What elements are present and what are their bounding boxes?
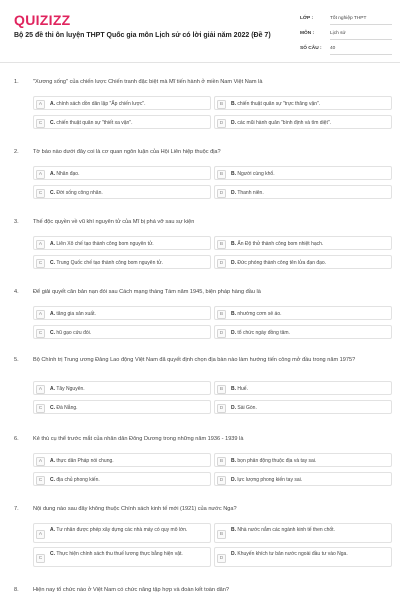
meta-row-class bbox=[300, 14, 392, 29]
option-letter-badge: D bbox=[217, 259, 226, 268]
option-letter-badge: C bbox=[36, 189, 45, 198]
option-text bbox=[231, 101, 388, 108]
meta-row-question-count bbox=[300, 44, 392, 59]
question-number: 6. bbox=[14, 436, 19, 442]
meta-value: 40 bbox=[330, 46, 336, 51]
option-body: Nhân đạo. bbox=[56, 170, 80, 177]
option-d[interactable] bbox=[214, 325, 392, 339]
option-b[interactable] bbox=[214, 381, 392, 395]
option-label: B. bbox=[231, 170, 236, 177]
question-2 bbox=[14, 149, 392, 209]
option-text bbox=[50, 527, 207, 534]
option-letter-badge: C bbox=[36, 554, 45, 563]
option-text bbox=[50, 477, 207, 484]
option-label: A. bbox=[50, 457, 55, 464]
option-text bbox=[50, 171, 207, 178]
option-text bbox=[231, 527, 388, 534]
option-label: B. bbox=[231, 100, 236, 107]
option-text bbox=[50, 190, 207, 197]
option-a[interactable] bbox=[33, 453, 211, 467]
option-label: D. bbox=[231, 119, 236, 126]
option-letter-badge: D bbox=[217, 119, 226, 128]
option-c[interactable] bbox=[33, 325, 211, 339]
option-a[interactable] bbox=[33, 236, 211, 250]
option-letter-badge: B bbox=[217, 170, 226, 179]
option-text bbox=[231, 171, 388, 178]
document-title: Bộ 25 đề thi ôn luyện THPT Quốc gia môn Lịch sử có lời giải năm 2022 (Đề 7) bbox=[14, 32, 271, 39]
option-label: B. bbox=[231, 457, 236, 464]
option-text bbox=[231, 260, 388, 267]
option-body: chiến thuật quân sự "trực thăng vận". bbox=[237, 100, 321, 107]
option-text bbox=[231, 120, 388, 127]
option-a[interactable] bbox=[33, 306, 211, 320]
meta-label: LỚP : bbox=[300, 16, 314, 21]
option-label: A. bbox=[50, 240, 55, 247]
option-body: Huế. bbox=[237, 385, 248, 392]
option-label: D. bbox=[231, 259, 236, 266]
option-letter-badge: B bbox=[217, 385, 226, 394]
meta-value: Lịch sử bbox=[330, 31, 346, 36]
meta-label: MÔN : bbox=[300, 31, 315, 36]
option-label: A. bbox=[50, 100, 55, 107]
option-label: C. bbox=[50, 259, 55, 266]
option-label: C. bbox=[50, 476, 55, 483]
option-body: hũ gạo cứu đói. bbox=[56, 329, 92, 336]
option-letter-badge: C bbox=[36, 404, 45, 413]
question-6 bbox=[14, 436, 392, 496]
quizizz-logo: QUIZIZZ bbox=[14, 12, 71, 28]
option-text bbox=[231, 241, 388, 248]
option-label: B. bbox=[231, 527, 236, 533]
question-number: 7. bbox=[14, 506, 19, 512]
option-b[interactable] bbox=[214, 453, 392, 467]
meta-row-subject bbox=[300, 29, 392, 44]
option-body: thực dân Pháp nói chung. bbox=[56, 457, 114, 464]
option-text bbox=[231, 405, 388, 412]
header-divider bbox=[0, 62, 400, 63]
option-label: D. bbox=[231, 404, 236, 411]
option-body: Trung Quốc chế tạo thành công bom nguyên tử. bbox=[56, 259, 163, 266]
question-text: Thế độc quyền về vũ khí nguyên tử của Mĩ bị phá vỡ sau sự kiện bbox=[33, 219, 195, 225]
question-5 bbox=[14, 357, 392, 417]
option-c[interactable] bbox=[33, 547, 211, 567]
option-letter-badge: D bbox=[217, 329, 226, 338]
option-label: A. bbox=[50, 170, 55, 177]
option-text bbox=[50, 386, 207, 393]
option-text bbox=[231, 458, 388, 465]
question-text: Hiện nay tổ chức nào ở Việt Nam có chức năng tập hợp và đoàn kết toàn dân? bbox=[33, 587, 230, 593]
option-letter-badge: D bbox=[217, 189, 226, 198]
option-c[interactable] bbox=[33, 400, 211, 414]
option-label: B. bbox=[231, 385, 236, 392]
option-text bbox=[50, 551, 207, 558]
option-label: D. bbox=[231, 476, 236, 483]
option-label: C. bbox=[50, 329, 55, 336]
meta-panel bbox=[300, 14, 392, 59]
option-body: Đà Nẵng. bbox=[56, 404, 78, 411]
option-body: chính sách dồn dân lập "Ấp chiến lược". bbox=[56, 100, 146, 107]
option-label: A. bbox=[50, 310, 55, 317]
option-body: bọn phản động thuộc địa và tay sai. bbox=[237, 457, 317, 464]
option-d[interactable] bbox=[214, 547, 392, 567]
question-number: 8. bbox=[14, 587, 19, 593]
question-1 bbox=[14, 79, 392, 139]
question-number: 5. bbox=[14, 357, 19, 363]
option-text bbox=[50, 405, 207, 412]
option-d[interactable] bbox=[214, 472, 392, 486]
option-b[interactable] bbox=[214, 523, 392, 543]
option-letter-badge: A bbox=[36, 100, 45, 109]
option-body: nhường cơm sẻ áo. bbox=[237, 310, 282, 317]
option-text bbox=[231, 477, 388, 484]
option-text bbox=[50, 260, 207, 267]
option-label: D. bbox=[231, 189, 236, 196]
option-body: Thực hiện chính sách thu thuế lương thực bằng hiện vật. bbox=[56, 551, 183, 557]
option-text bbox=[50, 101, 207, 108]
option-label: A. bbox=[50, 385, 55, 392]
option-letter-badge: A bbox=[36, 385, 45, 394]
option-body: tổ chức ngày đồng tâm. bbox=[237, 329, 290, 336]
option-letter-badge: A bbox=[36, 240, 45, 249]
question-number: 3. bbox=[14, 219, 19, 225]
option-letter-badge: C bbox=[36, 119, 45, 128]
option-body: các mũi hành quân "bình định và tìm diệt". bbox=[237, 119, 331, 126]
question-4 bbox=[14, 289, 392, 349]
option-text bbox=[50, 330, 207, 337]
option-text bbox=[231, 386, 388, 393]
option-letter-badge: D bbox=[217, 404, 226, 413]
option-a[interactable] bbox=[33, 96, 211, 110]
question-number: 4. bbox=[14, 289, 19, 295]
option-letter-badge: A bbox=[36, 170, 45, 179]
question-number: 1. bbox=[14, 79, 19, 85]
option-text bbox=[50, 311, 207, 318]
option-letter-badge: B bbox=[217, 240, 226, 249]
question-text: Nội dung nào sau đây không thuộc Chính sách kinh tế mới (1921) của nước Nga? bbox=[33, 506, 237, 512]
option-letter-badge: B bbox=[217, 100, 226, 109]
option-body: Tư nhân được phép xây dựng các nhà máy có quy mô lớn. bbox=[56, 527, 188, 533]
option-body: Đời sống công nhân. bbox=[56, 189, 103, 196]
option-label: A. bbox=[50, 527, 55, 533]
option-body: Khuyến khích tư bản nước ngoài đầu tư vào Nga. bbox=[237, 551, 348, 557]
option-label: C. bbox=[50, 119, 55, 126]
page-header bbox=[0, 0, 400, 62]
option-a[interactable] bbox=[33, 166, 211, 180]
option-letter-badge: A bbox=[36, 457, 45, 466]
question-text: Để giải quyết căn bản nạn đói sau Cách mạng tháng Tám năm 1945, biện pháp hàng đầu là bbox=[33, 289, 261, 295]
option-b[interactable] bbox=[214, 306, 392, 320]
meta-underline bbox=[330, 39, 392, 40]
option-b[interactable] bbox=[214, 236, 392, 250]
option-letter-badge: D bbox=[217, 554, 226, 563]
option-body: Đức phóng thành công tên lửa đạn đạo. bbox=[237, 259, 327, 266]
question-number: 2. bbox=[14, 149, 19, 155]
option-label: B. bbox=[231, 240, 236, 247]
option-letter-badge: B bbox=[217, 530, 226, 539]
question-8 bbox=[14, 587, 392, 600]
option-d[interactable] bbox=[214, 255, 392, 269]
option-c[interactable] bbox=[33, 115, 211, 129]
option-text bbox=[231, 330, 388, 337]
option-body: tăng gia sản xuất. bbox=[56, 310, 96, 317]
option-label: C. bbox=[50, 189, 55, 196]
option-text bbox=[231, 190, 388, 197]
option-label: D. bbox=[231, 329, 236, 336]
question-3 bbox=[14, 219, 392, 279]
question-text: Kẻ thù cụ thể trước mắt của nhân dân Đông Dương trong những năm 1936 - 1939 là bbox=[33, 436, 244, 442]
question-text: Tờ báo nào dưới đây coi là cơ quan ngôn luận của Hội Liên hiệp thuộc địa? bbox=[33, 149, 221, 155]
option-letter-badge: B bbox=[217, 310, 226, 319]
meta-underline bbox=[330, 24, 392, 25]
meta-value: Tốt nghiệp THPT bbox=[330, 16, 367, 21]
question-7 bbox=[14, 506, 392, 566]
option-b[interactable] bbox=[214, 166, 392, 180]
option-c[interactable] bbox=[33, 185, 211, 199]
option-d[interactable] bbox=[214, 115, 392, 129]
option-body: Ấn Độ thử thành công bom nhiệt hạch. bbox=[237, 240, 324, 247]
option-d[interactable] bbox=[214, 185, 392, 199]
option-text bbox=[50, 241, 207, 248]
option-letter-badge: B bbox=[217, 457, 226, 466]
option-label: C. bbox=[50, 404, 55, 411]
option-body: Sài Gòn. bbox=[237, 404, 257, 411]
option-body: Liên Xô chế tạo thành công bom nguyên tử. bbox=[56, 240, 154, 247]
option-label: C. bbox=[50, 551, 55, 557]
option-b[interactable] bbox=[214, 96, 392, 110]
question-text: "Xương sống" của chiến lược Chiến tranh đặc biệt mà Mĩ tiến hành ở miền Nam Việt Nam là bbox=[33, 79, 263, 85]
option-body: Thanh niên. bbox=[237, 189, 264, 196]
option-letter-badge: A bbox=[36, 530, 45, 539]
option-body: lực lượng phong kiến tay sai. bbox=[237, 476, 303, 483]
option-d[interactable] bbox=[214, 400, 392, 414]
option-text bbox=[50, 120, 207, 127]
option-body: địa chủ phong kiến. bbox=[56, 476, 100, 483]
option-a[interactable] bbox=[33, 523, 211, 543]
meta-underline bbox=[330, 54, 392, 55]
option-label: D. bbox=[231, 551, 236, 557]
option-label: B. bbox=[231, 310, 236, 317]
option-c[interactable] bbox=[33, 255, 211, 269]
option-letter-badge: D bbox=[217, 476, 226, 485]
option-body: Tây Nguyên. bbox=[56, 385, 85, 392]
option-letter-badge: C bbox=[36, 259, 45, 268]
option-a[interactable] bbox=[33, 381, 211, 395]
option-body: Nhà nước nắm các ngành kinh tế then chốt. bbox=[237, 527, 335, 533]
option-letter-badge: A bbox=[36, 310, 45, 319]
option-c[interactable] bbox=[33, 472, 211, 486]
option-text bbox=[50, 458, 207, 465]
option-body: chiến thuật quân sự "thiết xa vận". bbox=[56, 119, 133, 126]
option-body: Người cùng khổ. bbox=[237, 170, 275, 177]
meta-label: SỐ CÂU : bbox=[300, 46, 322, 51]
option-text bbox=[231, 311, 388, 318]
option-letter-badge: C bbox=[36, 329, 45, 338]
question-text: Bộ Chính trị Trung ương Đảng Lao động Việt Nam đã quyết định chọn địa bàn nào làm hướng tiến công mở đầu trong năm 1975? bbox=[33, 357, 356, 363]
option-letter-badge: C bbox=[36, 476, 45, 485]
option-text bbox=[231, 551, 388, 558]
